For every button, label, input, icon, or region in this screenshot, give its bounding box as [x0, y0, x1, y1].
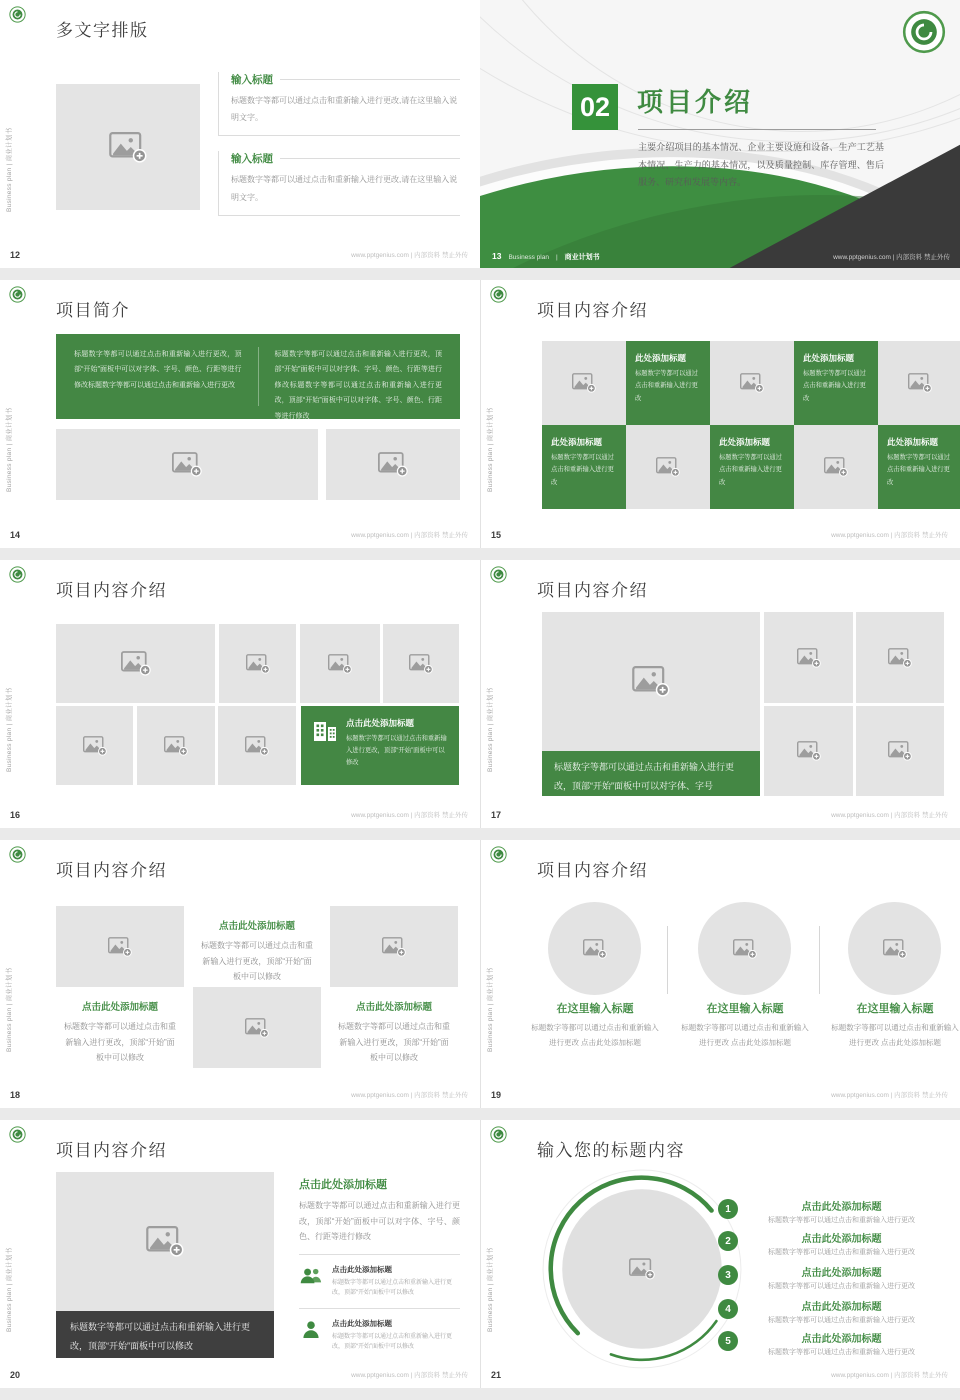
- numbered-item[interactable]: [718, 1298, 936, 1325]
- feature-item[interactable]: [299, 1254, 460, 1308]
- divider-line: [667, 926, 668, 994]
- slide-14-thumbnail[interactable]: [0, 280, 480, 548]
- text-block[interactable]: [218, 72, 460, 136]
- title-underline: [638, 129, 876, 130]
- circle-image-placeholder[interactable]: [548, 902, 641, 995]
- add-image-icon: [146, 1226, 184, 1257]
- school-seal-icon: [902, 10, 946, 54]
- cell-body: 标题数字等都可以通过点击和重新输入进行更改，顶部“开始”面板中可以修改: [64, 1022, 176, 1063]
- add-image-icon: [382, 937, 406, 957]
- page-number: 12: [10, 250, 21, 260]
- cell-body: 标题数字等都可以通过点击和重新输入进行更改: [635, 370, 698, 402]
- school-logo-icon: [9, 1126, 26, 1143]
- item-title: 点击此处添加标题: [801, 1334, 882, 1345]
- school-logo-icon: [9, 846, 26, 863]
- block-title: 输入标题: [231, 153, 273, 166]
- item-body: 标题数字等都可以通过点击和重新输入进行更改，顶部“开始”面板中可以修改: [332, 1333, 453, 1351]
- vertical-tagline: Business plan | 商业计划书: [487, 687, 494, 772]
- watermark-text: www.pptgenius.com | 内部资料 禁止外传: [351, 1092, 468, 1099]
- item-number-badge: 3: [718, 1265, 738, 1285]
- cell-title: 此处添加标题: [887, 437, 939, 447]
- block-body: 标题数字等都可以通过点击和重新输入进行更改,请在这里输入说明文字。: [231, 96, 458, 123]
- page-number: 14: [10, 530, 21, 540]
- item-title: 在这里输入标题: [556, 1003, 634, 1015]
- person-icon: [299, 1320, 323, 1339]
- right-panel: [299, 1176, 460, 1362]
- green-text-panel[interactable]: [56, 334, 460, 419]
- item-text[interactable]: [679, 1000, 811, 1050]
- panel-body: 标题数字等都可以通过点击和重新输入进行更改，顶部“开始”面板中可以修改: [346, 735, 447, 766]
- image-placeholder[interactable]: [300, 624, 380, 703]
- cell-body: 标题数字等都可以通过点击和重新输入进行更改: [887, 454, 950, 486]
- text-cell[interactable]: [193, 906, 321, 987]
- circle-image-placeholder[interactable]: [848, 902, 941, 995]
- add-image-icon: [328, 654, 352, 674]
- slide-title: 输入您的标题内容: [537, 1141, 685, 1160]
- item-title: 点击此处添加标题: [801, 1202, 882, 1213]
- page-number: 13: [492, 251, 502, 261]
- cell-body: 标题数字等都可以通过点击和重新输入进行更改: [803, 370, 866, 402]
- numbered-item[interactable]: [718, 1264, 936, 1291]
- page-number: 15: [491, 530, 502, 540]
- vertical-tagline: Business plan | 商业计划书: [6, 1247, 13, 1332]
- page-number: 16: [10, 810, 21, 820]
- add-image-icon: [888, 741, 912, 761]
- slide-title: 多文字排版: [56, 21, 149, 40]
- image-placeholder[interactable]: [326, 429, 460, 500]
- slide-12-thumbnail[interactable]: [0, 0, 480, 268]
- item-body: 标题数字等都可以通过点击和重新输入进行更改: [768, 1317, 915, 1324]
- page-number: 20: [10, 1370, 21, 1380]
- watermark-text: www.pptgenius.com | 内部资料 禁止外传: [351, 1372, 468, 1379]
- add-image-icon: [378, 452, 408, 477]
- item-title: 在这里输入标题: [856, 1003, 934, 1015]
- add-image-icon: [83, 736, 107, 756]
- slide-title: 项目内容介绍: [537, 301, 648, 320]
- footer-tag-en: Business plan: [508, 254, 549, 261]
- item-body: 标题数字等都可以通过点击和重新输入进行更改: [768, 1349, 915, 1356]
- add-image-icon: [797, 648, 821, 668]
- vertical-tagline: Business plan | 商业计划书: [487, 967, 494, 1052]
- vertical-tagline: Business plan | 商业计划书: [6, 127, 13, 212]
- circle-image-placeholder[interactable]: [698, 902, 791, 995]
- school-logo-icon: [490, 1126, 507, 1143]
- slide-title: 项目内容介绍: [537, 861, 648, 880]
- footer-tag-cn: 商业计划书: [564, 254, 600, 261]
- watermark-text: www.pptgenius.com | 内部资料 禁止外传: [351, 532, 468, 539]
- section-title: 项目介绍: [637, 87, 754, 117]
- item-text[interactable]: [529, 1000, 661, 1050]
- add-image-icon: [572, 373, 596, 393]
- cell-title: 此处添加标题: [635, 353, 687, 363]
- divider-line: [819, 926, 820, 994]
- image-placeholder[interactable]: [219, 624, 296, 703]
- image-placeholder[interactable]: [56, 906, 184, 987]
- cell-title: 点击此处添加标题: [81, 1002, 158, 1013]
- image-placeholder[interactable]: [56, 84, 200, 210]
- title-cell[interactable]: [626, 341, 710, 425]
- vertical-tagline: Business plan | 商业计划书: [6, 687, 13, 772]
- image-placeholder[interactable]: [56, 1172, 274, 1311]
- block-body: 标题数字等都可以通过点击和重新输入进行更改,请在这里输入说明文字。: [231, 175, 458, 202]
- item-body: 标题数字等都可以通过点击和重新输入进行更改: [768, 1249, 915, 1256]
- item-title: 点击此处添加标题: [332, 1264, 392, 1274]
- image-placeholder[interactable]: [856, 706, 944, 796]
- cell-title: 点击此处添加标题: [218, 921, 295, 932]
- add-image-icon: [409, 654, 433, 674]
- school-logo-icon: [490, 286, 507, 303]
- add-image-icon: [246, 654, 270, 674]
- item-number-badge: 1: [718, 1199, 738, 1219]
- item-number-badge: 2: [718, 1231, 738, 1251]
- image-placeholder[interactable]: [56, 706, 133, 785]
- vertical-tagline: Business plan | 商业计划书: [487, 1247, 494, 1332]
- image-placeholder[interactable]: [626, 425, 710, 509]
- add-image-icon: [245, 736, 269, 756]
- cell-title: 此处添加标题: [719, 437, 771, 447]
- numbered-item[interactable]: [718, 1230, 936, 1257]
- slide-17-thumbnail[interactable]: [480, 560, 960, 828]
- people-icon: [299, 1266, 323, 1285]
- vertical-tagline: Business plan | 商业计划书: [6, 967, 13, 1052]
- cell-title: 点击此处添加标题: [355, 1002, 432, 1013]
- add-image-icon[interactable]: [629, 1258, 655, 1280]
- numbered-item[interactable]: [718, 1198, 936, 1225]
- add-image-icon: [109, 132, 147, 163]
- caption-panel[interactable]: [301, 706, 459, 785]
- slide-20-thumbnail[interactable]: [0, 1120, 480, 1388]
- panel-body: 标题数字等都可以通过点击和重新输入进行更改，顶部“开始”面板中可以对字体、字号、颜色、行距等进行修改: [299, 1201, 460, 1242]
- image-placeholder[interactable]: [218, 706, 296, 785]
- item-number-badge: 4: [718, 1299, 738, 1319]
- cell-body: 标题数字等都可以通过点击和重新输入进行更改: [719, 454, 782, 486]
- page-number: 18: [10, 1090, 21, 1100]
- add-image-icon: [888, 648, 912, 668]
- add-image-icon: [245, 1018, 269, 1038]
- rule-line: [280, 79, 460, 80]
- watermark-text: www.pptgenius.com | 内部资料 禁止外传: [831, 1372, 948, 1379]
- text-block[interactable]: [218, 151, 460, 215]
- cell-body: 标题数字等都可以通过点击和重新输入进行更改，顶部“开始”面板中可以修改: [201, 941, 313, 982]
- caption-panel[interactable]: 标题数字等都可以通过点击和重新输入进行更改，顶部“开始”面板中可以对字体、字号: [542, 751, 760, 796]
- item-body: 标题数字等都可以通过点击和重新输入进行更改 点击此处添加标题: [681, 1023, 809, 1047]
- image-placeholder[interactable]: [330, 906, 458, 987]
- vertical-tagline: Business plan | 商业计划书: [487, 407, 494, 492]
- watermark-text: www.pptgenius.com | 内部资料 禁止外传: [351, 812, 468, 819]
- page-number: 21: [491, 1370, 502, 1380]
- page-number: 19: [491, 1090, 502, 1100]
- slide-footer: [492, 251, 600, 262]
- add-image-icon: [740, 373, 764, 393]
- panel-title: 点击此处添加标题: [346, 718, 415, 728]
- slide-13-thumbnail[interactable]: [480, 0, 960, 268]
- image-placeholder[interactable]: [878, 341, 960, 425]
- section-description: 主要介绍项目的基本情况、企业主要设施和设备、生产工艺基本情况、生产力的基本情况，以及质量控制、库存管理、售后服务、研究和发展等内容。: [638, 142, 884, 188]
- slide-15-thumbnail[interactable]: [480, 280, 960, 548]
- item-body: 标题数字等都可以通过点击和重新输入进行更改: [768, 1283, 915, 1290]
- text-blocks: [218, 72, 460, 231]
- slide-title: 项目内容介绍: [537, 581, 648, 600]
- add-image-icon: [121, 651, 151, 676]
- panel-title: 点击此处添加标题: [299, 1179, 387, 1191]
- cell-body: 标题数字等都可以通过点击和重新输入进行更改: [551, 454, 614, 486]
- item-body: 标题数字等都可以通过点击和重新输入进行更改 点击此处添加标题: [531, 1023, 659, 1047]
- add-image-icon: [632, 666, 670, 697]
- add-image-icon: [172, 452, 202, 477]
- feature-item[interactable]: [299, 1308, 460, 1362]
- watermark-text: www.pptgenius.com | 内部资料 禁止外传: [351, 252, 468, 259]
- image-placeholder[interactable]: [56, 624, 215, 703]
- add-image-icon: [797, 741, 821, 761]
- add-image-icon: [583, 939, 607, 959]
- vertical-tagline: Business plan | 商业计划书: [6, 407, 13, 492]
- cell-body: 标题数字等都可以通过点击和重新输入进行更改，顶部“开始”面板中可以修改: [338, 1022, 450, 1063]
- image-placeholder[interactable]: [137, 706, 215, 785]
- item-number-badge: 5: [718, 1331, 738, 1351]
- add-image-icon: [883, 939, 907, 959]
- slide-18-thumbnail[interactable]: [0, 840, 480, 1108]
- text-cell[interactable]: [330, 987, 458, 1068]
- slide-title: 项目内容介绍: [56, 861, 167, 880]
- title-cell[interactable]: [794, 341, 878, 425]
- slide-19-thumbnail[interactable]: [480, 840, 960, 1108]
- item-title: 点击此处添加标题: [332, 1318, 392, 1328]
- checkerboard-grid: [542, 341, 960, 509]
- page-number: 17: [491, 810, 502, 820]
- image-placeholder[interactable]: [542, 341, 626, 425]
- add-image-icon: [656, 457, 680, 477]
- add-image-icon: [108, 937, 132, 957]
- block-title: 输入标题: [231, 74, 273, 86]
- watermark-text: www.pptgenius.com | 内部资料 禁止外传: [831, 532, 948, 539]
- title-cell[interactable]: [710, 425, 794, 509]
- panel-column-1: 标题数字等都可以通过点击和重新输入进行更改，顶部“开始”面板中可以对字体、字号、颜色、行距等进行修改标题数字等都可以通过点击和重新输入进行更改: [74, 347, 259, 406]
- school-logo-icon: [490, 846, 507, 863]
- slide-16-thumbnail[interactable]: [0, 560, 480, 828]
- numbered-item[interactable]: [718, 1330, 936, 1357]
- title-cell[interactable]: [878, 425, 960, 509]
- school-logo-icon: [9, 6, 26, 23]
- image-placeholder[interactable]: [856, 612, 944, 703]
- image-placeholder[interactable]: [764, 612, 853, 703]
- title-cell[interactable]: [542, 425, 626, 509]
- school-logo-icon: [9, 566, 26, 583]
- add-image-icon: [824, 457, 848, 477]
- item-text[interactable]: [829, 1000, 960, 1050]
- section-number-box: 02: [572, 84, 618, 130]
- school-logo-icon: [490, 566, 507, 583]
- image-placeholder[interactable]: [710, 341, 794, 425]
- watermark-text: www.pptgenius.com | 内部资料 禁止外传: [831, 812, 948, 819]
- image-placeholder[interactable]: [193, 987, 321, 1068]
- footer-separator: |: [555, 254, 558, 261]
- add-image-icon: [733, 939, 757, 959]
- slide-title: 项目简介: [56, 301, 130, 320]
- item-title: 点击此处添加标题: [801, 1268, 882, 1279]
- school-logo-icon: [9, 286, 26, 303]
- item-title: 点击此处添加标题: [801, 1302, 882, 1313]
- slide-title: 项目内容介绍: [56, 581, 167, 600]
- slide-title: 项目内容介绍: [56, 1141, 167, 1160]
- image-placeholder[interactable]: [56, 429, 318, 500]
- item-title: 在这里输入标题: [706, 1003, 784, 1015]
- image-placeholder[interactable]: [383, 624, 459, 703]
- text-cell[interactable]: [56, 987, 184, 1068]
- dark-caption-panel[interactable]: 标题数字等都可以通过点击和重新输入进行更改，顶部“开始”面板中可以修改: [56, 1311, 274, 1358]
- image-placeholder[interactable]: [764, 706, 853, 796]
- slide-21-thumbnail[interactable]: [480, 1120, 960, 1388]
- item-body: 标题数字等都可以通过点击和重新输入进行更改，顶部“开始”面板中可以修改: [332, 1279, 453, 1297]
- building-icon: [312, 719, 338, 743]
- item-body: 标题数字等都可以通过点击和重新输入进行更改: [768, 1217, 915, 1224]
- watermark-text: www.pptgenius.com | 内部资料 禁止外传: [833, 254, 950, 261]
- add-image-icon: [908, 373, 932, 393]
- image-placeholder[interactable]: [542, 612, 760, 751]
- cell-title: 此处添加标题: [551, 437, 603, 447]
- image-placeholder[interactable]: [794, 425, 878, 509]
- rule-line: [280, 158, 460, 159]
- cell-title: 此处添加标题: [803, 353, 855, 363]
- item-body: 标题数字等都可以通过点击和重新输入进行更改 点击此处添加标题: [831, 1023, 959, 1047]
- watermark-text: www.pptgenius.com | 内部资料 禁止外传: [831, 1092, 948, 1099]
- add-image-icon: [164, 736, 188, 756]
- item-title: 点击此处添加标题: [801, 1234, 882, 1245]
- panel-column-2: 标题数字等都可以通过点击和重新输入进行更改，顶部“开始”面板中可以对字体、字号、颜色、行距等进行修改标题数字等都可以通过点击和重新输入进行更改，顶部“开始”面板中可以对字体、字号、颜色、行距等进行修改: [274, 351, 442, 420]
